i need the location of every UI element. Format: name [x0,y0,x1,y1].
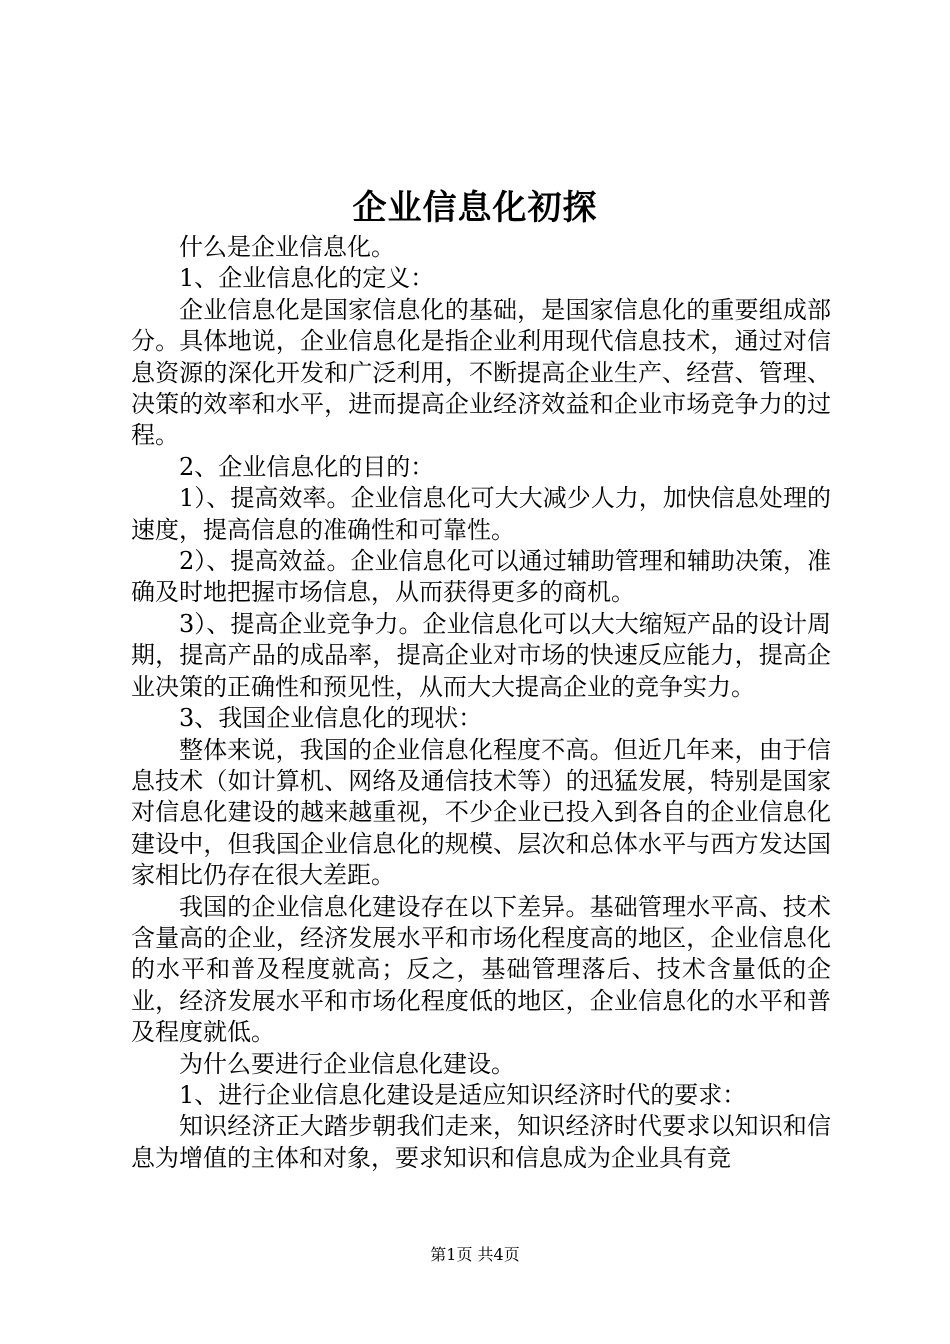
paragraph-heading-what-is: 什么是企业信息化。 [179,233,395,261]
paragraph-status-differences: 我国的企业信息化建设存在以下差异。基础管理水平高、技术含量高的企业，经济发展水平和市场化程度高的地区，企业信息化的水平和普及程度就高；反之，基础管理落后、技术含量低的企业，经济发展水平和市场化程度低的地区，企业信息化的水平和普及程度就低。 [131,892,831,1047]
document-body [131,232,831,1174]
paragraph-heading-why: 为什么要进行企业信息化建设。 [179,1049,515,1078]
paragraph-purpose-competitiveness: 3）、提高企业竞争力。企业信息化可以大大缩短产品的设计周期，提高产品的成品率，提高企业对市场的快速反应能力，提高企业决策的正确性和预见性，从而大大提高企业的竞争实力。 [131,609,831,701]
paragraph-definition: 企业信息化是国家信息化的基础，是国家信息化的重要组成部分。具体地说，企业信息化是指企业利用现代信息技术，通过对信息资源的深化开发和广泛利用，不断提高企业生产、经营、管理、决策的效率和水平，进而提高企业经济效益和企业市场竞争力的过程。 [131,295,831,450]
paragraph-purpose-efficiency: 1）、提高效率。企业信息化可大大减少人力，加快信息处理的速度，提高信息的准确性和可靠性。 [131,484,831,544]
paragraph-status-overall: 整体来说，我国的企业信息化程度不高。但近几年来，由于信息技术（如计算机、网络及通信技术等）的迅猛发展，特别是国家对信息化建设的越来越重视，不少企业已投入到各自的企业信息化建设中，但我国企业信息化的规模、层次和总体水平与西方发达国家相比仍存在很大差距。 [131,735,831,890]
page-number-footer: 第1页 共4页 [430,1245,520,1264]
document-title: 企业信息化初探 [352,188,598,228]
paragraph-heading-status: 3、我国企业信息化的现状： [179,704,483,733]
paragraph-heading-definition: 1、企业信息化的定义： [179,264,435,293]
paragraph-heading-purpose: 2、企业信息化的目的： [179,452,435,481]
paragraph-heading-knowledge-economy: 1、进行企业信息化建设是适应知识经济时代的要求： [179,1080,747,1109]
paragraph-purpose-benefit: 2）、提高效益。企业信息化可以通过辅助管理和辅助决策，准确及时地把握市场信息，从而获得更多的商机。 [131,547,831,607]
paragraph-knowledge-economy: 知识经济正大踏步朝我们走来，知识经济时代要求以知识和信息为增值的主体和对象，要求知识和信息成为企业具有竞 [131,1112,831,1172]
